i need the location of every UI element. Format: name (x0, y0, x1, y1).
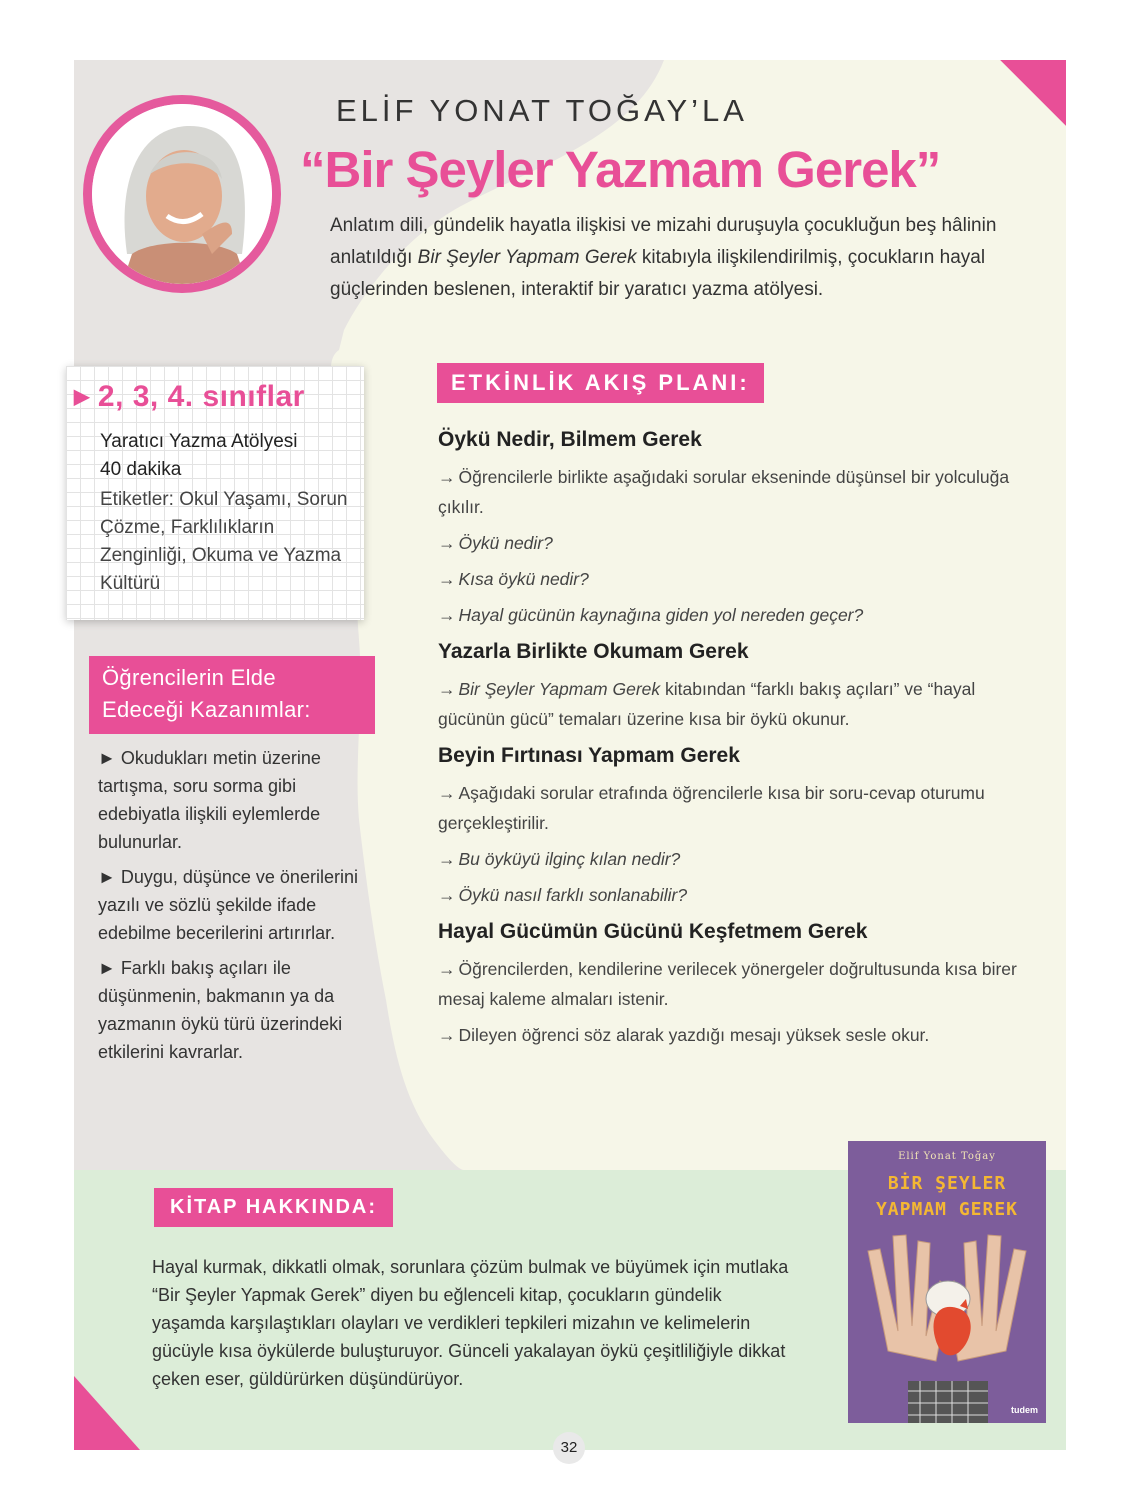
step-1-question: → Öykü nedir? (438, 533, 553, 553)
step-2-title: Yazarla Birlikte Okumam Gerek (438, 640, 749, 663)
step-1-text: → Öğrencilerle birlikte aşağıdaki sorular ekseninde düşünsel bir yolculuğa çıkılır. (438, 467, 1010, 517)
book-cover-publisher: tudem (1011, 1405, 1038, 1415)
list-item: ► Duygu, düşünce ve önerilerini yazılı ve sözlü şekilde ifade edebilme becerilerini artırırlar. (98, 867, 358, 943)
arrow-icon: → (438, 569, 456, 589)
step-3-question: → Bu öyküyü ilginç kılan nedir? (438, 849, 681, 869)
grade-heading (74, 380, 305, 414)
step-1-question: → Kısa öykü nedir? (438, 569, 589, 589)
intro-text-end: kitabıyla ilişkilendirilmiş, çocukların hayal güçlerinden beslenen, interaktif bir yaratıcı yazma atölyesi. (330, 247, 986, 300)
intro-book-title: Bir Şeyler Yapmam Gerek (417, 247, 637, 268)
list-item: ► Farklı bakış açıları ile düşünmenin, bakmanın ya da yazmanın öykü türü üzerindeki etkilerini kavrarlar. (98, 958, 343, 1062)
intro-text: Anlatım dili, gündelik hayatla ilişkisi ve mizahi duruşuyla çocukluğun beş hâlinin anlatıldığı (330, 215, 997, 268)
grade-levels: 2, 3, 4. sınıflar (97, 380, 305, 413)
workshop-tags: Etiketler: Okul Yaşamı, Sorun Çözme, Farklılıkların Zenginliği, Okuma ve Yazma Kültürü (100, 489, 348, 594)
arrow-icon: → (438, 959, 456, 979)
arrow-icon: → (438, 679, 456, 699)
workshop-duration: 40 dakika (100, 459, 182, 480)
arrow-icon: → (438, 849, 456, 869)
list-item: ► Okudukları metin üzerine tartışma, soru sorma gibi edebiyatla ilişkili eylemlerde bulunurlar. (98, 748, 321, 852)
workshop-type: Yaratıcı Yazma Atölyesi (100, 431, 298, 452)
arrow-icon: → (438, 885, 456, 905)
activity-plan-heading: ETKİNLİK AKIŞ PLANI: (437, 363, 764, 403)
book-cover-title: BİR ŞEYLER YAPMAM GEREK (875, 1173, 1019, 1220)
activity-plan (438, 424, 1038, 1056)
book-cover (848, 1141, 1046, 1423)
arrow-icon: → (438, 1025, 456, 1045)
step-4-text: → Öğrencilerden, kendilerine verilecek yönergeler doğrultusunda kısa birer mesaj kaleme almaları istenir. (438, 959, 1017, 1009)
arrow-icon: → (438, 467, 456, 487)
step-3-title: Beyin Fırtınası Yapmam Gerek (438, 744, 740, 767)
about-book-heading: KİTAP HAKKINDA: (154, 1188, 393, 1227)
step-2-text: → Bir Şeyler Yapmam Gerek kitabından “farklı bakış açıları” ve “hayal gücünün gücü” temaları üzerine kısa bir öykü okunur. (438, 679, 976, 729)
about-book-text: Hayal kurmak, dikkatli olmak, sorunlara çözüm bulmak ve büyümek için mutlaka “Bir Şeyler Yapmak Gerek” diyen bu eğlenceli kitap, çocukların gündelik yaşamda karşılaştıkları olayları ve verdikleri tepkileri mizahın ve kelimelerin gücüyle kısa öykülerde buluşturuyor. Günceli yakalayan öykü çeşitliliğiyle dikkat çeken eser, güldürürken düşündürüyor. (152, 1257, 789, 1389)
triangle-icon: ▶ (74, 386, 90, 408)
arrow-icon: → (438, 605, 456, 625)
step-4-text: → Dileyen öğrenci söz alarak yazdığı mesajı yüksek sesle okur. (438, 1025, 930, 1045)
step-3-text: → Aşağıdaki sorular etrafında öğrencilerle kısa bir soru-cevap oturumu gerçekleştirilir. (438, 783, 985, 833)
grade-card (66, 366, 364, 620)
step-4-title: Hayal Gücümün Gücünü Keşfetmem Gerek (438, 920, 868, 943)
step-1-question: → Hayal gücünün kaynağına giden yol nereden geçer? (438, 605, 864, 625)
intro-paragraph (330, 210, 1030, 306)
corner-decoration-bottom-left (74, 1376, 140, 1450)
page-number: 32 (553, 1432, 585, 1464)
kazanim-list (98, 744, 368, 1073)
corner-decoration-top-right (1000, 60, 1066, 126)
author-photo-illustration (92, 104, 272, 284)
author-portrait (83, 95, 281, 293)
book-cover-author: Elif Yonat Toğay (898, 1151, 996, 1162)
page-title: “Bir Şeyler Yazmam Gerek” (300, 141, 941, 198)
arrow-icon: → (438, 533, 456, 553)
kazanim-heading: Öğrencilerin Elde Edeceği Kazanımlar: (89, 656, 375, 734)
arrow-icon: → (438, 783, 456, 803)
step-1-title: Öykü Nedir, Bilmem Gerek (438, 428, 702, 451)
step-3-question: → Öykü nasıl farklı sonlanabilir? (438, 885, 688, 905)
header-kicker: ELİF YONAT TOĞAY’LA (336, 93, 748, 128)
